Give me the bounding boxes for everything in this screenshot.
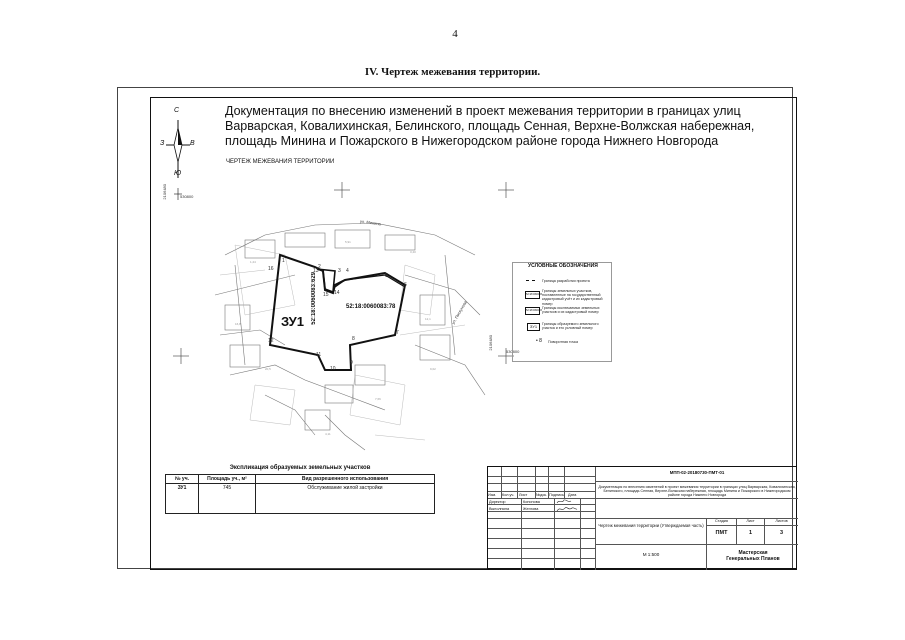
signature-image xyxy=(556,505,578,513)
svg-text:12,1: 12,1 xyxy=(425,317,431,321)
table-header-row xyxy=(166,475,435,484)
legend-title: УСЛОВНЫЕ ОБОЗНАЧЕНИЯ xyxy=(528,263,598,269)
legend-item-text: Поворотная точка xyxy=(548,340,578,344)
svg-text:3,40: 3,40 xyxy=(410,250,416,254)
table-cell: ЗУ1 xyxy=(166,484,199,514)
drawing-scale: М 1:500 xyxy=(642,552,660,557)
point-label: 2 xyxy=(318,264,321,270)
legend-symbol-new-parcel: ЗУ1 xyxy=(527,323,540,331)
legend-symbol-turning-point-number: 8 xyxy=(539,338,542,344)
legend-symbol-project-boundary xyxy=(526,280,535,281)
point-label: 6 xyxy=(404,282,407,288)
stamp-col-header: Подпись xyxy=(549,493,565,497)
stamp-col-header: Изм. xyxy=(488,493,497,497)
coord-label: 2106480 xyxy=(488,335,493,351)
legend-symbol-excluded-parcel: 52:18:0060083 xyxy=(525,307,540,315)
sheet-value: 1 xyxy=(748,530,753,536)
legend-item-text: Границы земельных участков, поставленные на государственный кадастровый учёт и их кадастровый номер xyxy=(542,289,603,306)
legend-item-text: Границы исключаемых земельных участков и их кадастровый номер xyxy=(542,306,600,315)
point-label: 10 xyxy=(330,366,336,372)
stage-header: Стадия xyxy=(715,519,728,523)
cadastral-map xyxy=(205,195,490,465)
svg-text:1,24: 1,24 xyxy=(250,260,256,264)
coord-label: 530800 xyxy=(506,349,520,354)
point-label: 7 xyxy=(396,330,399,336)
compass-south-label: Ю xyxy=(174,170,182,177)
point-label: 5 xyxy=(385,273,388,279)
drawing-caption: ЧЕРТЕЖ МЕЖЕВАНИЯ ТЕРРИТОРИИ xyxy=(226,159,335,165)
svg-text:7,66: 7,66 xyxy=(375,397,381,401)
sheets-value: 3 xyxy=(779,530,784,536)
point-label: 14 xyxy=(334,290,340,296)
parcel-label: ЗУ1 xyxy=(281,314,304,329)
street-label: ул. Минина xyxy=(359,218,382,227)
coord-label: 530800 xyxy=(180,194,194,199)
cadastral-number: 52:18:0060083:629 xyxy=(311,272,317,325)
compass-north-label: С xyxy=(174,107,180,114)
stamp-name: Жеглова xyxy=(523,507,539,511)
stamp-col-header: Лист xyxy=(519,493,528,497)
cadastral-number: 52:18:0060083:78 xyxy=(346,304,396,310)
point-label: 16 xyxy=(268,266,274,272)
document-code: МПП-02-20180730-ПМТ-01 xyxy=(669,470,725,475)
stamp-role: Директор xyxy=(489,500,506,504)
legend-item-text: Граница разработки проекта xyxy=(542,279,590,283)
grid-cross xyxy=(498,182,514,198)
stamp-name: Кононова xyxy=(523,500,540,504)
point-label: 11 xyxy=(316,352,322,358)
explication-table xyxy=(165,474,435,514)
point-label: 12 xyxy=(268,338,274,344)
sheet-title: Чертеж межевания территории (Утверждаемая часть) xyxy=(598,523,704,528)
table-cell: Обслуживание жилой застройки xyxy=(256,484,435,514)
column-header: Площадь уч., м² xyxy=(199,475,256,484)
point-label: 9 xyxy=(350,360,353,366)
table-cell: 745 xyxy=(199,484,256,514)
svg-text:5,91: 5,91 xyxy=(345,240,351,244)
sheets-header: Листов xyxy=(775,519,788,523)
organization-name: Мастерская Генеральных Планов xyxy=(726,550,780,562)
grid-cross xyxy=(173,348,189,364)
point-label: 8 xyxy=(352,336,355,342)
coord-label: 2106480 xyxy=(162,184,167,200)
stamp-col-header: Дата xyxy=(568,493,577,497)
point-label: 4 xyxy=(346,268,349,274)
explication-title: Экспликация образуемых земельных участков xyxy=(229,465,371,471)
document-title: Документация по внесению изменений в проект межевания территории в границах улиц Варварская, Ковалихинская, Белинского, площадь Сенная, Верхне-Волжская набережная, площадь Минина и Пожарского в Нижегородском районе города Нижнего Новгорода xyxy=(225,104,755,148)
column-header: Вид разрешенного использования xyxy=(256,475,435,484)
legend-item-text: Границы образуемого земельного участка и его условный номер xyxy=(542,322,599,331)
svg-text:9,02: 9,02 xyxy=(430,367,436,371)
section-title: IV. Чертеж межевания территории. xyxy=(364,66,541,78)
svg-text:16,8: 16,8 xyxy=(235,322,241,326)
compass-east-label: В xyxy=(190,140,195,147)
stamp-role: Выполнила xyxy=(489,507,510,511)
point-label: 1 xyxy=(282,258,285,264)
title-block xyxy=(487,466,797,569)
street-label: ул. Пискунова xyxy=(450,299,468,326)
page-number: 4 xyxy=(452,28,458,40)
svg-text:20,5: 20,5 xyxy=(265,367,271,371)
legend-symbol-turning-point: • 8 xyxy=(536,338,542,344)
sheet-header: Лист xyxy=(746,519,755,523)
point-label: 13 xyxy=(313,268,319,274)
svg-text:4,11: 4,11 xyxy=(325,432,331,436)
point-label: 15 xyxy=(323,292,329,298)
stamp-description: Документация по внесению изменений в проект межевания территории в границах улиц Варварская, Ковалихинская, Белинского, площадь Сенная, Верхне-Волжская набережная, площадь Минина и Пожарского в Нижегородском районе города Нижнего Новгорода xyxy=(598,485,796,498)
compass-west-label: З xyxy=(160,140,165,147)
column-header: № уч. xyxy=(166,475,199,484)
signature-image xyxy=(556,498,572,505)
legend-symbol-registered-parcel: 52:18:0060083 xyxy=(525,291,540,299)
table-row xyxy=(166,484,435,514)
stamp-col-header: Кол.уч. xyxy=(502,493,515,497)
stamp-col-header: №док. xyxy=(536,493,548,497)
point-label: 3 xyxy=(338,268,341,274)
stage-value: ПМТ xyxy=(715,530,728,536)
